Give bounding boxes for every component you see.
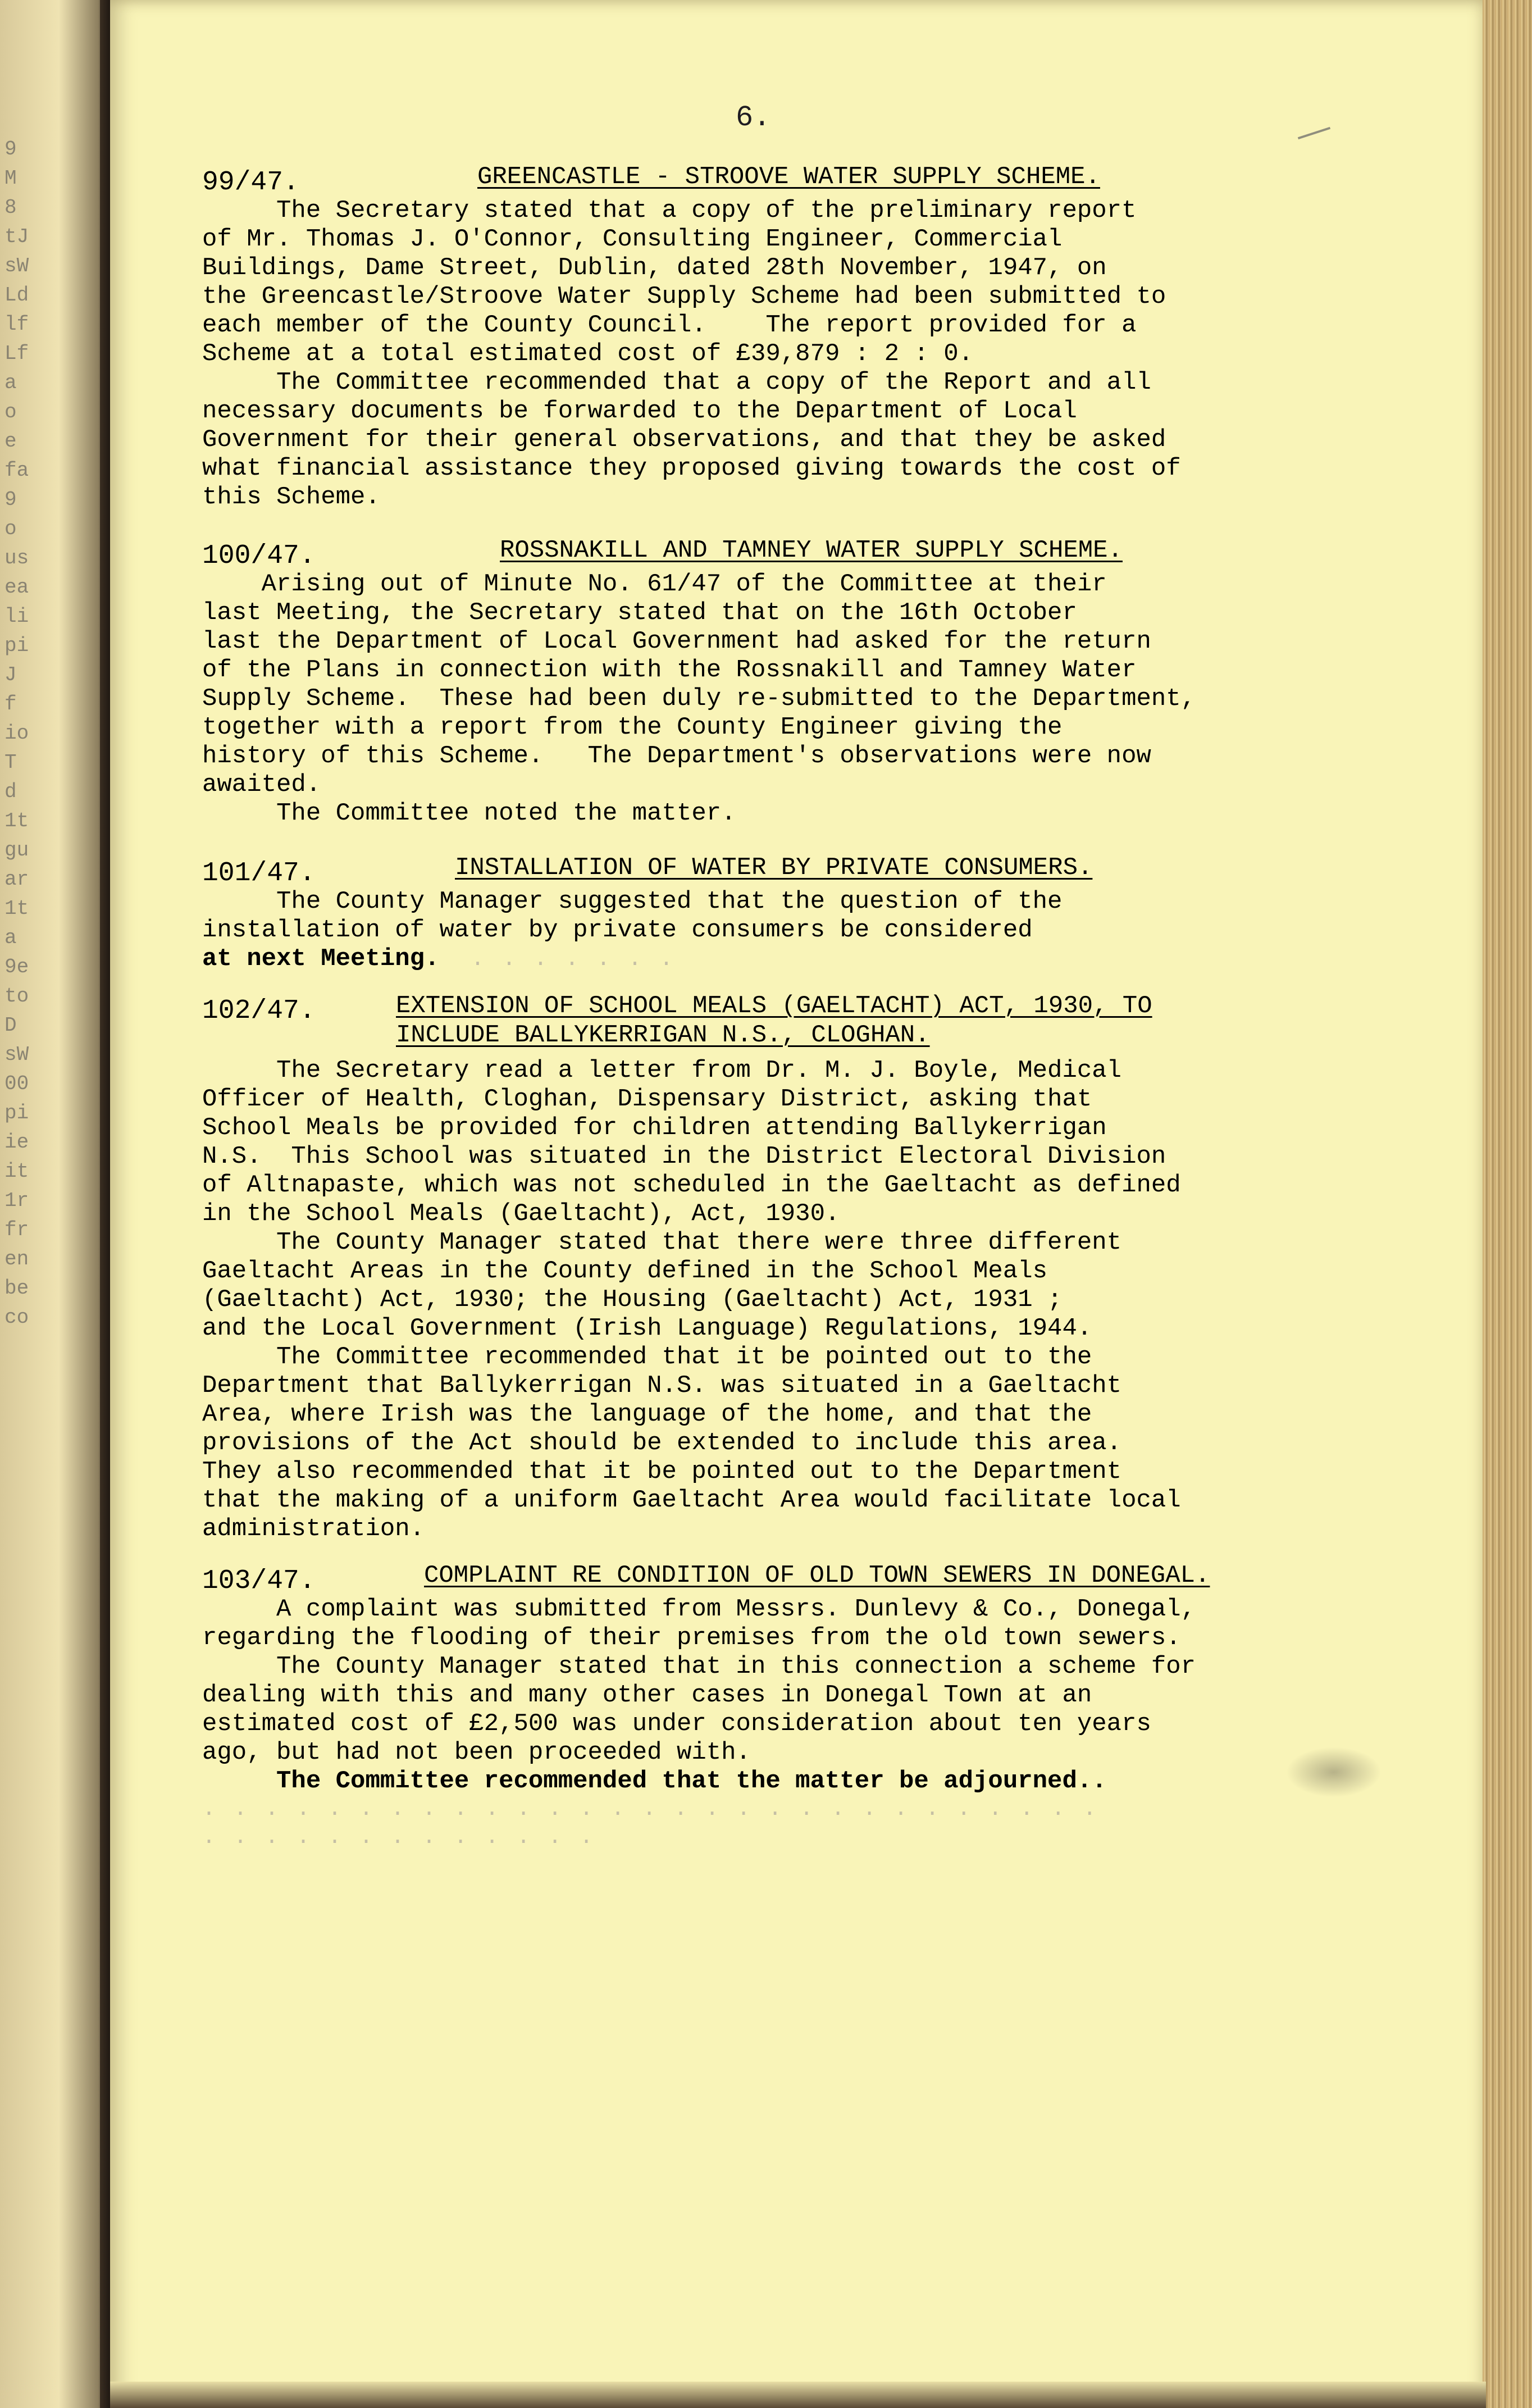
- text-line: School Meals be provided for children attending Ballykerrigan: [202, 1114, 1107, 1142]
- bleed-fragment: J: [4, 663, 17, 686]
- bleed-fragment: e: [4, 430, 17, 453]
- text-line: Department that Ballykerrigan N.S. was situated in a Gaeltacht: [202, 1372, 1122, 1400]
- bleed-fragment: fa: [4, 459, 29, 482]
- text-line: provisions of the Act should be extended to include this area.: [202, 1429, 1122, 1457]
- bleed-fragment: ea: [4, 576, 29, 599]
- text-line: what financial assistance they proposed giving towards the cost of: [202, 454, 1181, 482]
- text-line: the Greencastle/Stroove Water Supply Scheme had been submitted to: [202, 283, 1166, 311]
- text-line: dealing with this and many other cases in Donegal Town at an: [202, 1681, 1092, 1709]
- page-bottom-edge: [110, 2382, 1486, 2408]
- minute-heading: [202, 536, 1353, 570]
- minute-title: ROSSNAKILL AND TAMNEY WATER SUPPLY SCHEME.: [500, 536, 1123, 565]
- text-line: (Gaeltacht) Act, 1930; the Housing (Gaeltacht) Act, 1931 ;: [202, 1286, 1063, 1314]
- title-line-2: INCLUDE BALLYKERRIGAN N.S., CLOGHAN.: [396, 1021, 930, 1049]
- bleed-fragment: 1t: [4, 897, 29, 920]
- bleed-fragment: en: [4, 1248, 29, 1271]
- bleed-fragment: pi: [4, 634, 29, 657]
- bleed-fragment: a: [4, 371, 17, 394]
- text-line: necessary documents be forwarded to the Department of Local: [202, 397, 1077, 425]
- bleed-fragment: us: [4, 547, 29, 570]
- text-line: in the School Meals (Gaeltacht), Act, 1930.: [202, 1200, 840, 1228]
- minute-paragraph: [202, 1057, 1353, 1228]
- bleed-fragment: 00: [4, 1072, 29, 1095]
- text-line: estimated cost of £2,500 was under consideration about ten years: [202, 1710, 1151, 1738]
- minute-heading: [202, 1562, 1353, 1595]
- minute-paragraph: [202, 570, 1353, 799]
- faded-text: . . . . . . . . . . . . .: [202, 1825, 596, 1850]
- bleed-fragment: D: [4, 1014, 17, 1037]
- minute-heading: [202, 991, 1353, 1057]
- facing-page-bleed-text: [4, 135, 44, 1332]
- bleed-fragment: o: [4, 517, 17, 540]
- bleed-fragment: it: [4, 1160, 29, 1183]
- title-line-1: EXTENSION OF SCHOOL MEALS (GAELTACHT) ACT, 1930, TO: [396, 992, 1152, 1020]
- bleed-fragment: 9e: [4, 955, 29, 978]
- bleed-fragment: d: [4, 780, 17, 803]
- minute-paragraph: [202, 799, 1353, 828]
- bleed-fragment: sW: [4, 254, 29, 277]
- bleed-fragment: fr: [4, 1218, 29, 1241]
- bleed-fragment: be: [4, 1277, 29, 1300]
- bleed-fragment: Lf: [4, 342, 29, 365]
- page-stack-edge: [1483, 0, 1532, 2408]
- text-line: of the Plans in connection with the Rossnakill and Tamney Water: [202, 656, 1137, 684]
- text-line: Buildings, Dame Street, Dublin, dated 28th November, 1947, on: [202, 254, 1107, 282]
- page-number: 6.: [736, 101, 771, 134]
- bleed-fragment: pi: [4, 1101, 29, 1125]
- minute-heading: [202, 163, 1353, 197]
- minute-number: 100/47.: [202, 541, 316, 571]
- bleed-fragment: 1r: [4, 1189, 29, 1212]
- text-line: installation of water by private consumers be considered: [202, 916, 1033, 944]
- bleed-fragment: gu: [4, 839, 29, 862]
- text-line: together with a report from the County Engineer giving the: [202, 713, 1063, 741]
- text-line: of Mr. Thomas J. O'Connor, Consulting Engineer, Commercial: [202, 225, 1063, 253]
- bleed-fragment: ar: [4, 868, 29, 891]
- minute-paragraph: [202, 368, 1353, 512]
- text-line: Government for their general observations, and that they be asked: [202, 426, 1166, 454]
- minute-99-47: [202, 163, 1353, 512]
- minute-number: 101/47.: [202, 858, 316, 889]
- bleed-fragment: li: [4, 605, 29, 628]
- text-line: regarding the flooding of their premises from the old town sewers.: [202, 1624, 1181, 1652]
- text-line: A complaint was submitted from Messrs. Dunlevy & Co., Donegal,: [202, 1595, 1196, 1623]
- minute-100-47: [202, 536, 1353, 828]
- text-line: The County Manager stated that in this connection a scheme for: [202, 1653, 1196, 1681]
- text-line: N.S. This School was situated in the District Electoral Division: [202, 1142, 1166, 1171]
- bleed-fragment: T: [4, 751, 17, 774]
- bleed-fragment: co: [4, 1306, 29, 1329]
- minute-number: 103/47.: [202, 1566, 316, 1596]
- text-line: They also recommended that it be pointed out to the Department: [202, 1458, 1122, 1486]
- text-line: Gaeltacht Areas in the County defined in the School Meals: [202, 1257, 1048, 1285]
- facing-page-edge: [0, 0, 107, 2408]
- minute-paragraph: [202, 1767, 1353, 1796]
- text-line: history of this Scheme. The Department's observations were now: [202, 742, 1151, 770]
- minute-paragraph: [202, 887, 1353, 974]
- text-line: Supply Scheme. These had been duly re-submitted to the Department,: [202, 685, 1196, 713]
- minute-heading: [202, 854, 1353, 887]
- faded-text: . . . . . . .: [439, 947, 676, 972]
- bleed-fragment: 1t: [4, 809, 29, 832]
- bleed-fragment: f: [4, 693, 17, 716]
- minute-number: 99/47.: [202, 167, 299, 198]
- text-line: awaited.: [202, 771, 321, 799]
- faded-text: . . . . . . . . . . . . . . . . . . . . . . . . . . . . .: [202, 1797, 1099, 1822]
- text-line: and the Local Government (Irish Language) Regulations, 1944.: [202, 1314, 1092, 1342]
- text-line: administration.: [202, 1515, 425, 1543]
- text-line: The Secretary read a letter from Dr. M. J. Boyle, Medical: [202, 1057, 1122, 1085]
- minute-title: GREENCASTLE - STROOVE WATER SUPPLY SCHEME.: [477, 163, 1100, 191]
- bleed-fragment: M: [4, 167, 17, 190]
- bleed-fragment: 8: [4, 196, 17, 219]
- text-line: Scheme at a total estimated cost of £39,879 : 2 : 0.: [202, 340, 974, 368]
- minute-paragraph: [202, 1343, 1353, 1544]
- text-line: The Committee noted the matter.: [202, 799, 736, 827]
- minute-paragraph: [202, 1595, 1353, 1653]
- minute-paragraph: [202, 1228, 1353, 1343]
- bleed-fragment: Ld: [4, 284, 29, 307]
- bleed-fragment: 9: [4, 138, 17, 161]
- bleed-fragment: ie: [4, 1131, 29, 1154]
- bleed-fragment: 9: [4, 488, 17, 511]
- text-line: of Altnapaste, which was not scheduled in the Gaeltacht as defined: [202, 1171, 1181, 1199]
- text-line: Arising out of Minute No. 61/47 of the Committee at their: [202, 570, 1107, 598]
- minute-number: 102/47.: [202, 996, 316, 1026]
- text-line: The Committee recommended that the matter be adjourned..: [202, 1767, 1107, 1795]
- minute-103-47: [202, 1562, 1353, 1852]
- bleed-fragment: to: [4, 985, 29, 1008]
- text-line: The County Manager suggested that the question of the: [202, 887, 1063, 916]
- text-line: Officer of Health, Cloghan, Dispensary District, asking that: [202, 1085, 1092, 1113]
- text-line: at next Meeting.: [202, 945, 440, 973]
- text-line: Area, where Irish was the language of the home, and that the: [202, 1400, 1092, 1428]
- text-line: each member of the County Council. The report provided for a: [202, 311, 1137, 339]
- bleed-fragment: sW: [4, 1043, 29, 1066]
- text-line: The County Manager stated that there were three different: [202, 1228, 1122, 1257]
- text-line: that the making of a uniform Gaeltacht Area would facilitate local: [202, 1486, 1181, 1514]
- bleed-fragment: a: [4, 926, 17, 949]
- minute-102-47: [202, 991, 1353, 1544]
- bleed-fragment: tJ: [4, 225, 29, 248]
- text-line: last Meeting, the Secretary stated that on the 16th October: [202, 599, 1077, 627]
- text-line: this Scheme.: [202, 483, 380, 511]
- text-line: The Secretary stated that a copy of the preliminary report: [202, 197, 1137, 225]
- minute-title: INSTALLATION OF WATER BY PRIVATE CONSUMERS.: [455, 854, 1093, 882]
- minute-paragraph: [202, 1653, 1353, 1767]
- bleed-fragment: lf: [4, 313, 29, 336]
- text-line: The Committee recommended that a copy of the Report and all: [202, 368, 1151, 397]
- text-line: last the Department of Local Government had asked for the return: [202, 627, 1151, 656]
- bleed-fragment: o: [4, 400, 17, 424]
- text-line: ago, but had not been proceeded with.: [202, 1738, 751, 1767]
- minute-title: [396, 991, 1362, 1050]
- minute-title: COMPLAINT RE CONDITION OF OLD TOWN SEWERS IN DONEGAL.: [424, 1562, 1210, 1590]
- minute-101-47: [202, 854, 1353, 974]
- text-line: The Committee recommended that it be pointed out to the: [202, 1343, 1092, 1371]
- minute-paragraph: [202, 197, 1353, 368]
- bleed-fragment: io: [4, 722, 29, 745]
